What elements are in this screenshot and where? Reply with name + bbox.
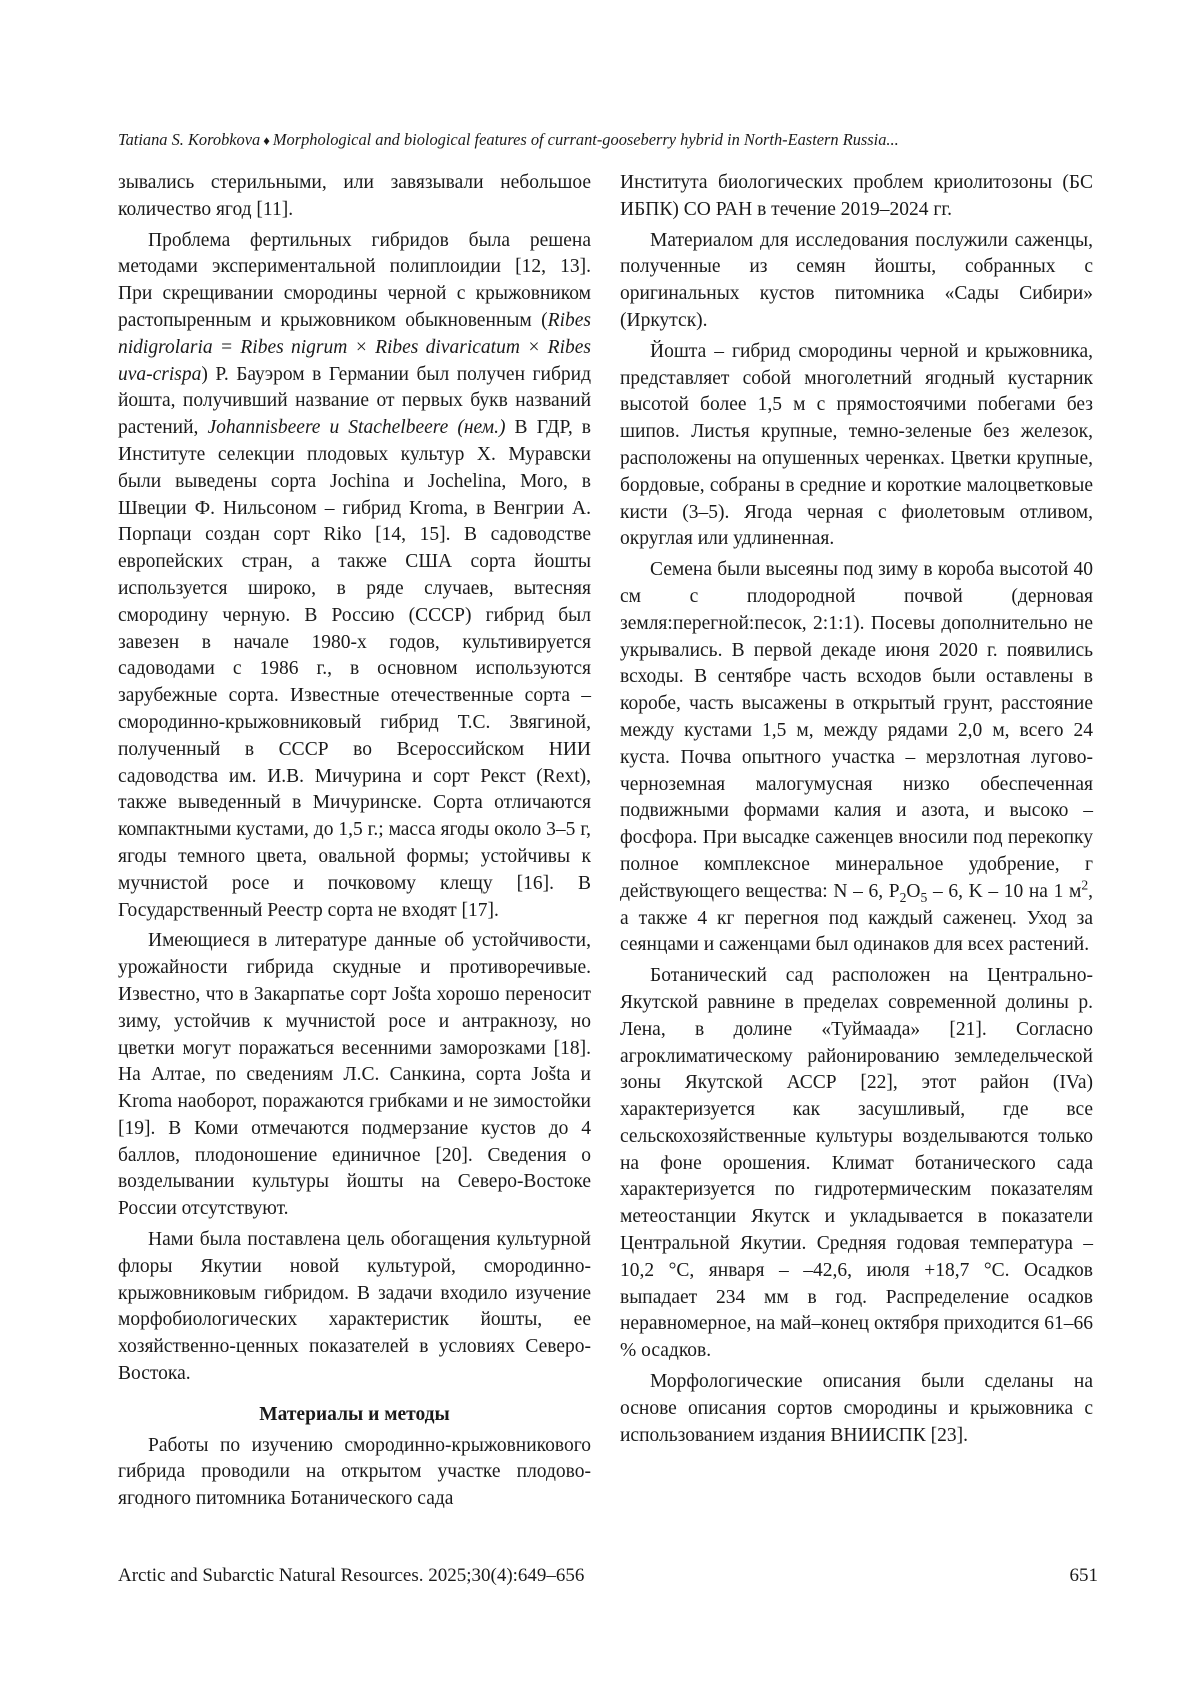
right-p4-text-b: – 6, K – 10 на 1 м: [927, 880, 1082, 902]
left-paragraph-3: Имеющиеся в литературе данные об устойчивости, урожайности гибрида скудные и противоречивые. Известно, что в Закарпатье сорт Jošta хорошо переносит зиму, устойчив к мучнистой росе и антракнозу, но цветки могут поражаться весенними заморозками [18]. На Алтае, по сведениям Л.С. Санкина, сорта Jošta и Kroma наоборот, поражаются грибками и не зимостойки [19]. В Коми отмечаются подмерзание кустов до 4 баллов, плодоношение единичное [20]. Сведения о возделывании культуры йошты на Северо-Востоке России отсутствуют.: [118, 930, 591, 1220]
left-p2-text-a: Проблема фертильных гибридов была решена методами экспериментальной полиплоидии [12, 13]. При скрещивании смородины черной с крыжовником растопыренным и крыжовником обыкновенным (: [118, 229, 591, 331]
page-number: 651: [1069, 1565, 1098, 1586]
left-paragraph-1: зывались стерильными, или завязывали небольшое количество ягод [11].: [118, 172, 591, 220]
oxygen-symbol: O: [906, 880, 921, 902]
left-paragraph-4: Нами была поставлена цель обогащения культурной флоры Якутии новой культурой, смородинно-крыжовниковым гибридом. В задачи входило изучение морфобиологических характеристик йошты, ее хозяйственно-ценных показателей в условиях Северо-Востока.: [118, 1229, 591, 1385]
right-paragraph-6: Морфологические описания были сделаны на основе описания сортов смородины и крыжовника с использованием издания ВНИИСПК [23].: [620, 1371, 1093, 1446]
superscript-2: 2: [1081, 877, 1089, 893]
journal-citation: Arctic and Subarctic Natural Resources. 2025;30(4):649–656: [118, 1565, 585, 1586]
running-head: [118, 130, 1098, 150]
left-p2-text-c: В ГДР, в Институте селекции плодовых культур Х. Муравски были выведены сорта Jochina и Jochelina, Моrо, в Швеции Ф. Нильсоном – гибрид Kroma, в Венгрии А. Порпаци создан сорт Riko [14, 15]. В садоводстве европейских стран, а также США сорта йошты используется широко, в ряде случаев, вытесняя смородину черную. В Россию (СССР) гибрид был завезен в начале 1980-х годов, культивируется садоводами с 1986 г., в основном используются зарубежные сорта. Известные отечественные сорта – смородинно-крыжовниковый гибрид Т.С. Звягиной, полученный в СССР во Всероссийском НИИ садоводства им. И.В. Мичурина и сорт Рекст (Rext), также выведенный в Мичуринске. Сорта отличаются компактными кустами, до 1,5 г.; масса ягоды около 3–5 г, ягоды темного цвета, овальной формы; устойчивы к мучнистой росе и почковому клещу [16]. В Государственный Реестр сорта не входят [17].: [118, 417, 591, 921]
right-p4-text-a: Семена были высеяны под зиму в короба высотой 40 см с плодородной почвой (дерновая земля:перегной:песок, 2:1:1). Посевы дополнительно не укрывались. В первой декаде июня 2020 г. появились всходы. В сентябре часть всходов были оставлены в коробе, часть высажены в открытый грунт, расстояние между кустами 1,5 м, между рядами 2,0 м, всего 24 куста. Почва опытного участка – мерзлотная лугово-черноземная малогумусная низко обеспеченная подвижными формами калия и азота, и высоко – фосфора. При высадке саженцев вносили под перекопку полное комплексное минеральное удобрение, г действующего вещества: N – 6, P: [620, 559, 1093, 902]
latin-species-formula: Ribes nidigrolaria = Ribes nigrum × Ribes divaricatum × Ribes uva-crispa: [118, 309, 591, 385]
subscript-2: 2: [899, 889, 907, 905]
right-paragraph-1: Института биологических проблем криолитозоны (БС ИБПК) СО РАН в течение 2019–2024 гг.: [620, 172, 1093, 220]
right-paragraph-4: [620, 557, 1093, 959]
right-paragraph-2: Материалом для исследования послужили саженцы, полученные из семян йошты, собранных с оригинальных кустов питомника «Сады Сибири» (Иркутск).: [620, 229, 1093, 331]
header-author: Tatiana S. Korobkova: [118, 130, 261, 149]
header-title: Morphological and biological features of currant-gooseberry hybrid in North-Eastern Russia...: [272, 130, 899, 149]
left-paragraph-2: [118, 228, 591, 925]
left-column: [118, 170, 591, 1517]
left-paragraph-5: Работы по изучению смородинно-крыжовникового гибрида проводили на открытом участке плодово-ягодного питомника Ботанического сада: [118, 1434, 591, 1510]
diamond-separator-icon: ♦: [263, 133, 270, 148]
section-heading-methods: Материалы и методы: [259, 1403, 450, 1425]
right-p4-text-c: , а также 4 кг перегноя под каждый саженец. Уход за сеянцами и саженцами был одинаков для всех растений.: [620, 880, 1094, 956]
left-p2-text-b: ) Р. Бауэром в Германии был получен гибрид йошта, получивший название от первых букв названий растений,: [118, 363, 591, 439]
right-paragraph-5: Ботанический сад расположен на Центрально-Якутской равнине в пределах современной долины р. Лена, в долине «Туймаада» [21]. Согласно агроклиматическому районированию земледельческой зоны Якутской АССР [22], этот район (IVa) характеризуется как засушливый, где все сельскохозяйственные культуры возделываются только на фоне орошения. Климат ботанического сада характеризуется по гидротермическим показателям метеостанции Якутск и укладывается в показатели Центральной Якутии. Средняя годовая температура – 10,2 °С, января – –42,6, июля +18,7 °С. Осадков выпадает 234 мм в год. Распределение осадков неравномерное, на май–конец октября приходится 61–66 % осадков.: [620, 965, 1093, 1362]
right-paragraph-3: Йошта – гибрид смородины черной и крыжовника, представляет собой многолетний ягодный кустарник высотой более 1,5 м с прямостоячими побегами без шипов. Листья крупные, темно-зеленые без железок, расположены на опушенных черенках. Цветки крупные, бордовые, собраны в средние и короткие малоцветковые кисти (3–5). Ягода черная с фиолетовым отливом, округлая или удлиненная.: [620, 340, 1093, 550]
right-column: [620, 170, 1093, 1453]
subscript-5: 5: [920, 889, 928, 905]
latin-etymology: Johannisbeere u Stachelbeere (нем.): [207, 417, 506, 439]
